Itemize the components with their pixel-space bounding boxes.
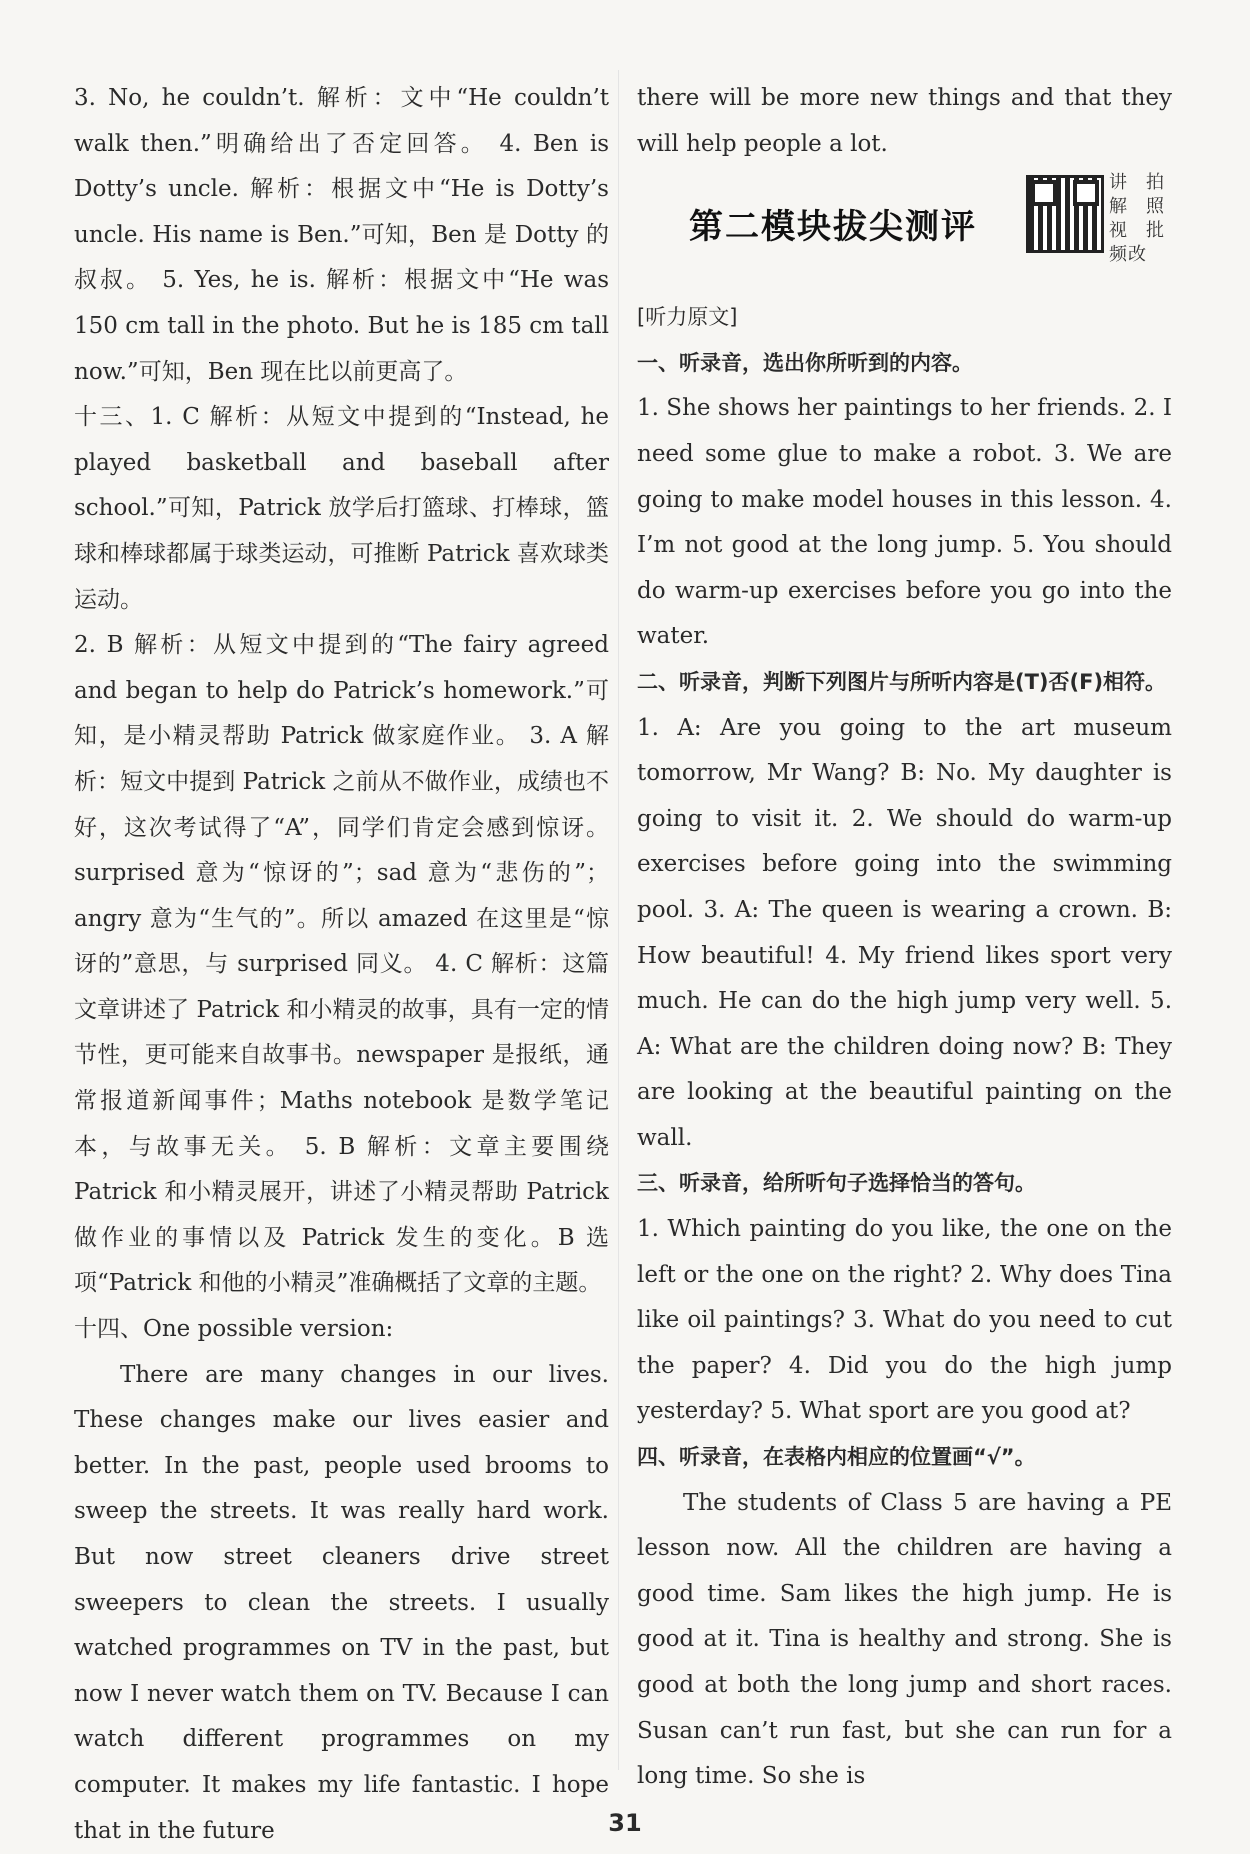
section-1-body: 1. She shows her paintings to her friends. 2. I need some glue to make a robot. 3. We are going to make model houses in this lesson. 4. I’m not good at the long jump. 5. You should do warm-up exercises before you go into the water. [637, 395, 1172, 650]
answer-paragraph-1: 3. No, he couldn’t. 解析：文中“He couldn’t walk then.”明确给出了否定回答。 4. Ben is Dotty’s uncle. 解析：根据文中“He is Dotty’s uncle. His name is Ben.”可知，Ben 是 Dotty 的叔叔。 5. Yes, he is. 解析：根据文中“He was 150 cm tall in the photo. But he is 185 cm tall now.”可知，Ben 现在比以前更高了。 [74, 85, 609, 385]
left-column [74, 76, 609, 1854]
listening-label: [听力原文] [637, 305, 738, 330]
answer-paragraph-13-cont: 2. B 解析：从短文中提到的“The fairy agreed and began to help do Patrick’s homework.”可知，是小精灵帮助 Patrick 做家庭作业。 3. A 解析：短文中提到 Patrick 之前从不做作业，成绩也不好，这次考试得了“A”，同学们肯定会感到惊讶。surprised 意为“惊讶的”；sad 意为“悲伤的”；angry 意为“生气的”。所以 amazed 在这里是“惊讶的”意思，与 surprised 同义。 4. C 解析：这篇文章讲述了 Patrick 和小精灵的故事，具有一定的情节性，更可能来自故事书。newspaper 是报纸，通常报道新闻事件；Maths notebook 是数学笔记本，与故事无关。 5. B 解析：文章主要围绕 Patrick 和小精灵展开，讲述了小精灵帮助 Patrick 做作业的事情以及 Patrick 发生的变化。B 选项“Patrick 和他的小精灵”准确概括了文章的主题。 [74, 632, 609, 1297]
section-2-title: 二、听录音，判断下列图片与所听内容是(T)否(F)相符。 [637, 669, 1167, 694]
essay-paragraph: There are many changes in our lives. These changes make our lives easier and better. In the past, people used brooms to sweep the streets. It was really hard work. But now street cleaners drive street sweepers to clean the streets. I usually watched programmes on TV in the past, but now I never watch them on TV. Because I can watch different programmes on my computer. It makes my life fantastic. I hope that in the future [74, 1361, 609, 1844]
page-number: 31 [608, 1809, 642, 1837]
answer-paragraph-13: 十三、1. C 解析：从短文中提到的“Instead, he played basketball and baseball after school.”可知，Patrick 放学后打篮球、打棒球，篮球和棒球都属于球类运动，可推断 Patrick 喜欢球类运动。 [74, 404, 609, 613]
section-4-body: The students of Class 5 are having a PE lesson now. All the children are having a good time. Sam likes the high jump. He is good at it. Tina is healthy and strong. She is good at both the long jump and short races. Susan can’t run fast, but she can run for a long time. So she is [637, 1489, 1172, 1790]
section-title: 第二模块拔尖测评 [689, 207, 977, 248]
answer-paragraph-14-heading: 十四、One possible version: [74, 1316, 394, 1343]
qr-caption: 讲拍解照视批频改 [1109, 172, 1165, 266]
section-3-title: 三、听录音，给所听句子选择恰当的答句。 [637, 1171, 1036, 1196]
section-2-body: 1. A: Are you going to the art museum tomorrow, Mr Wang? B: No. My daughter is going to visit it. 2. We should do warm-up exercises before going into the swimming pool. 3. A: The queen is wearing a crown. B: How beautiful! 4. My friend likes sport very much. He can do the high jump very well. 5. A: What are the children doing now? B: They are looking at the beautiful painting on the wall. [637, 714, 1172, 1151]
section-header [637, 172, 1172, 295]
section-3-body: 1. Which painting do you like, the one on the left or the one on the right? 2. Why does Tina like oil paintings? 3. What do you need to cut the paper? 4. Did you do the high jump yesterday? 5. What sport are you good at? [637, 1216, 1172, 1425]
column-divider [618, 70, 619, 1770]
section-1-title: 一、听录音，选出你所听到的内容。 [637, 350, 973, 375]
section-4-title: 四、听录音，在表格内相应的位置画“√”。 [637, 1445, 1036, 1470]
right-column [637, 76, 1172, 1800]
essay-continuation: there will be more new things and that they will help people a lot. [637, 85, 1172, 157]
qr-code-icon[interactable] [1026, 175, 1104, 253]
